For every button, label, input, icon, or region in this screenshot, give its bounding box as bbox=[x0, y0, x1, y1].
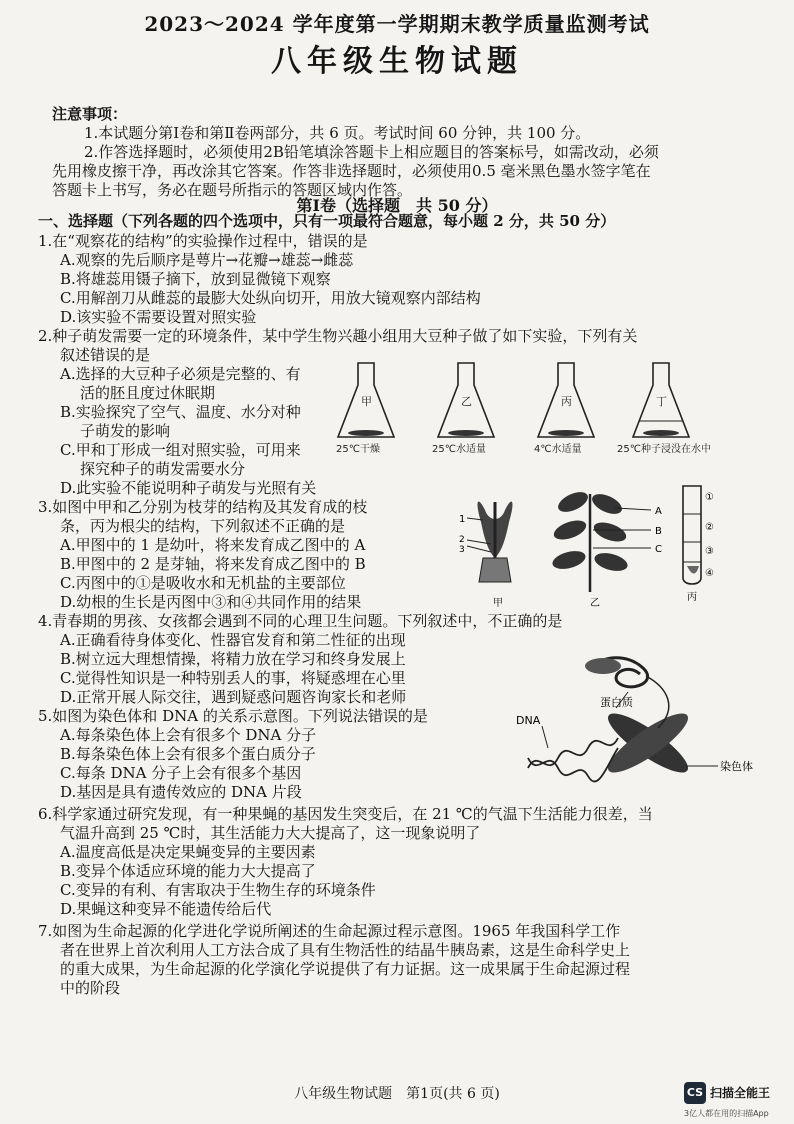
notice-line: 1.本试题分第Ⅰ卷和第Ⅱ卷两部分，共 6 页。考试时间 60 分钟，共 100 分。 bbox=[84, 124, 591, 142]
option: A.选择的大豆种子必须是完整的、有 bbox=[60, 365, 301, 383]
question-stem: 6.科学家通过研究发现，有一种果蝇的基因发生突变后，在 21 ℃的气温下生活能力很差，当 bbox=[38, 805, 653, 823]
root-label: ③ bbox=[705, 546, 714, 557]
part-heading: 一、选择题（下列各题的四个选项中，只有一项最符合题意，每小题 2 分，共 50 分） bbox=[38, 212, 616, 230]
option: D.正常开展人际交往，遇到疑惑问题咨询家长和老师 bbox=[60, 688, 407, 706]
option: B.树立远大理想情操，将精力放在学习和终身发展上 bbox=[60, 650, 406, 668]
subject-title: 八年级生物试题 bbox=[271, 44, 523, 79]
notice-line: 2.作答选择题时，必须使用2B铅笔填涂答题卡上相应题目的答案标号，如需改动，必须 bbox=[84, 143, 659, 161]
section-title: 第Ⅰ卷（选择题 共 50 分） bbox=[296, 196, 498, 215]
option: 子萌发的影响 bbox=[80, 422, 171, 440]
chromosome-dna-figure bbox=[508, 648, 758, 788]
option: C.觉得性知识是一种特别丢人的事，将疑惑埋在心里 bbox=[60, 669, 406, 687]
figure-caption: 甲 bbox=[493, 598, 503, 609]
bud-label: 3 bbox=[459, 545, 465, 555]
option: B.实验探究了空气、温度、水分对种 bbox=[60, 403, 301, 421]
question-stem: 1.在“观察花的结构”的实验操作过程中，错误的是 bbox=[38, 232, 368, 250]
scanner-app-icon: CS bbox=[684, 1082, 706, 1104]
option: D.幼根的生长是丙图中③和④共同作用的结果 bbox=[60, 593, 362, 611]
question-stem: 条，丙为根尖的结构，下列叙述不正确的是 bbox=[60, 517, 346, 535]
option: C.丙图中的①是吸收水和无机盐的主要部位 bbox=[60, 574, 346, 592]
chromosome-label: DNA bbox=[516, 714, 541, 727]
question-stem: 4.青春期的男孩、女孩都会遇到不同的心理卫生问题。下列叙述中，不正确的是 bbox=[38, 612, 563, 630]
figure-caption: 丙 bbox=[687, 592, 697, 603]
option: A.正确看待身体变化、性器官发育和第二性征的出现 bbox=[60, 631, 406, 649]
flask-caption: 25℃干燥 bbox=[336, 444, 380, 455]
flask-mark: 乙 bbox=[461, 395, 472, 408]
flask-mark: 甲 bbox=[361, 395, 372, 408]
flask-caption: 4℃水适量 bbox=[534, 444, 582, 455]
option: C.变异的有利、有害取决于生物生存的环境条件 bbox=[60, 881, 376, 899]
option: B.甲图中的 2 是芽轴，将来发育成乙图中的 B bbox=[60, 555, 366, 573]
option: A.每条染色体上会有很多个 DNA 分子 bbox=[60, 726, 317, 744]
root-label: ④ bbox=[705, 568, 714, 579]
flask-1 bbox=[336, 363, 394, 455]
question-stem: 5.如图为染色体和 DNA 的关系示意图。下列说法错误的是 bbox=[38, 707, 428, 725]
option: D.此实验不能说明种子萌发与光照有关 bbox=[60, 479, 317, 497]
dna-helix bbox=[528, 738, 618, 781]
question-stem: 的重大成果，为生命起源的化学演化学说提供了有力证据。这一成果属于生命起源过程 bbox=[60, 960, 631, 978]
question-stem: 3.如图中甲和乙分别为枝芽的结构及其发育成的枝 bbox=[38, 498, 368, 516]
option: C.每条 DNA 分子上会有很多个基因 bbox=[60, 764, 302, 782]
notice-line: 先用橡皮擦干净，再改涂其它答案。作答非选择题时，必须使用0.5 毫米黑色墨水签字笔在 bbox=[52, 162, 651, 180]
flask-mark: 丁 bbox=[656, 395, 667, 408]
option: C.甲和丁形成一组对照实验，可用来 bbox=[60, 441, 301, 459]
option: 活的胚且度过休眠期 bbox=[80, 384, 216, 402]
bud-diagram bbox=[459, 501, 512, 609]
root-label: ① bbox=[705, 492, 714, 503]
flask-mark: 丙 bbox=[561, 395, 572, 408]
branch-diagram bbox=[551, 488, 662, 609]
page-footer: 八年级生物试题 第1页(共 6 页) bbox=[294, 1086, 500, 1102]
flask-3 bbox=[534, 363, 594, 455]
bud-label: 2 bbox=[459, 535, 465, 545]
option: A.观察的先后顺序是萼片→花瓣→雄蕊→雌蕊 bbox=[60, 251, 354, 269]
chromosome-label: 蛋白质 bbox=[600, 696, 633, 709]
notice-line: 答题卡上书写，务必在题号所指示的答题区域内作答。 bbox=[52, 181, 413, 199]
branch-label: B bbox=[655, 526, 662, 537]
branch-label: C bbox=[655, 544, 662, 555]
question-stem: 者在世界上首次利用人工方法合成了具有生物活性的结晶牛胰岛素，这是生命科学史上 bbox=[60, 941, 631, 959]
flask-4 bbox=[617, 363, 711, 455]
question-stem: 气温升高到 25 ℃时，其生活能力大大提高了，这一现象说明了 bbox=[60, 824, 481, 842]
option: D.该实验不需要设置对照实验 bbox=[60, 308, 257, 326]
question-stem: 叙述错误的是 bbox=[60, 346, 151, 364]
option: D.基因是具有遗传效应的 DNA 片段 bbox=[60, 783, 302, 801]
question-stem: 2.种子萌发需要一定的环境条件，某中学生物兴趣小组用大豆种子做了如下实验，下列有关 bbox=[38, 327, 638, 345]
flask-experiment-figure bbox=[336, 355, 736, 460]
option: A.甲图中的 1 是幼叶，将来发育成乙图中的 A bbox=[60, 536, 366, 554]
notice-heading: 注意事项： bbox=[52, 105, 128, 123]
root-tip-diagram bbox=[683, 486, 714, 603]
question-stem: 中的阶段 bbox=[60, 979, 121, 997]
bud-branch-root-figure bbox=[455, 482, 725, 612]
flask-2 bbox=[432, 363, 494, 455]
scanner-app-name: 扫描全能王 bbox=[710, 1086, 771, 1100]
question-stem: 7.如图为生命起源的化学进化学说所阐述的生命起源过程示意图。1965 年我国科学工作 bbox=[38, 922, 621, 940]
root-label: ② bbox=[705, 522, 714, 533]
exam-title: 2023～2024 学年度第一学期期末教学质量监测考试 bbox=[144, 12, 650, 36]
option: C.用解剖刀从雌蕊的最膨大处纵向切开，用放大镜观察内部结构 bbox=[60, 289, 481, 307]
option: D.果蝇这种变异不能遗传给后代 bbox=[60, 900, 272, 918]
scanner-logo bbox=[684, 1082, 790, 1120]
option: A.温度高低是决定果蝇变异的主要因素 bbox=[60, 843, 316, 861]
option: B.变异个体适应环境的能力大大提高了 bbox=[60, 862, 316, 880]
option: B.每条染色体上会有很多个蛋白质分子 bbox=[60, 745, 316, 763]
option: B.将雄蕊用镊子摘下，放到显微镜下观察 bbox=[60, 270, 331, 288]
bud-label: 1 bbox=[459, 514, 466, 525]
flask-caption: 25℃种子浸没在水中 bbox=[617, 444, 711, 455]
chromosome-label: 染色体 bbox=[720, 760, 753, 773]
figure-caption: 乙 bbox=[590, 598, 600, 609]
branch-label: A bbox=[655, 506, 662, 517]
flask-caption: 25℃水适量 bbox=[432, 444, 486, 455]
scanner-app-tagline: 3亿人都在用的扫描App bbox=[684, 1109, 769, 1118]
option: 探究种子的萌发需要水分 bbox=[80, 460, 246, 478]
